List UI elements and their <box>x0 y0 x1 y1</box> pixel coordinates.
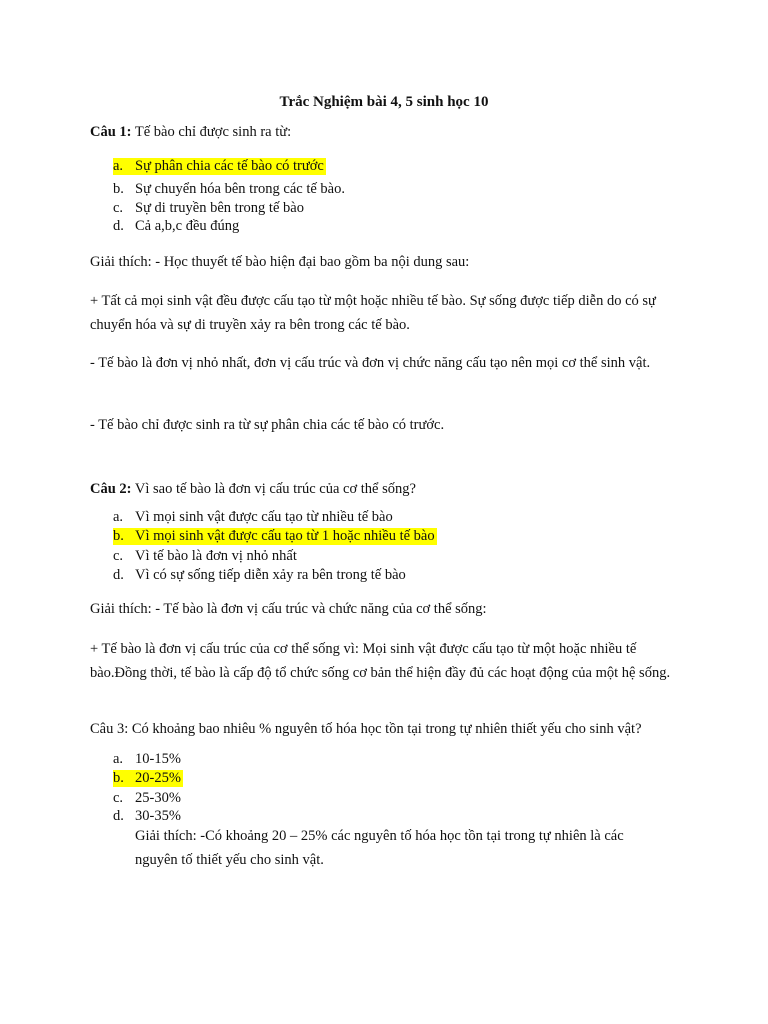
q3-option-c <box>113 790 181 807</box>
q2-explain-intro: Giải thích: - Tế bào là đơn vị cấu trúc và chức năng của cơ thể sống: <box>90 601 487 617</box>
q3-option-a-text: 10-15% <box>135 751 181 767</box>
q2-option-b-letter: b. <box>113 528 124 544</box>
q1-option-b-text: Sự chuyển hóa bên trong các tế bào. <box>135 181 345 197</box>
q1-option-b-letter: b. <box>113 181 124 197</box>
question-3: Câu 3: Có khoảng bao nhiêu % nguyên tố hóa học tồn tại trong tự nhiên thiết yếu cho sinh vật? <box>90 721 642 737</box>
q1-option-b <box>113 181 345 198</box>
question-2-text: Vì sao tế bào là đơn vị cấu trúc của cơ thể sống? <box>131 481 416 497</box>
q3-option-c-letter: c. <box>113 790 124 806</box>
q1-option-a <box>113 158 326 175</box>
q2-option-d-letter: d. <box>113 567 124 583</box>
q1-option-d-letter: d. <box>113 218 124 234</box>
q1-explain-intro: Giải thích: - Học thuyết tế bào hiện đại bao gồm ba nội dung sau: <box>90 254 470 270</box>
q2-option-a-text: Vì mọi sinh vật được cấu tạo từ nhiều tế bào <box>135 509 393 525</box>
q2-option-a <box>113 509 393 526</box>
q1-option-d-text: Cả a,b,c đều đúng <box>135 218 240 234</box>
q2-option-d-text: Vì có sự sống tiếp diễn xảy ra bên trong tế bào <box>135 567 406 583</box>
q1-explain-p1: + Tất cả mọi sinh vật đều được cấu tạo từ một hoặc nhiều tế bào. Sự sống được tiếp diễn do có sự chuyển hóa và sự di truyền xảy ra bên trong các tế bào. <box>90 293 656 333</box>
q3-option-d <box>113 808 181 825</box>
q2-option-b <box>113 528 437 545</box>
q2-option-a-letter: a. <box>113 509 124 525</box>
q1-explain-p3: - Tế bào chỉ được sinh ra từ sự phân chia các tế bào có trước. <box>90 417 445 433</box>
q3-option-d-text: 30-35% <box>135 808 181 824</box>
q2-option-c-letter: c. <box>113 548 124 564</box>
q2-option-c <box>113 548 297 565</box>
q3-option-b-text: 20-25% <box>135 770 181 786</box>
document-title: Trắc Nghiệm bài 4, 5 sinh học 10 <box>279 94 489 110</box>
q3-option-b <box>113 770 183 787</box>
q3-option-b-letter: b. <box>113 770 124 786</box>
question-1-label: Câu 1: <box>90 124 132 140</box>
q3-option-a <box>113 751 181 768</box>
q3-option-c-text: 25-30% <box>135 790 181 806</box>
q2-option-c-text: Vì tế bào là đơn vị nhỏ nhất <box>135 548 297 564</box>
question-1 <box>90 124 291 141</box>
q2-option-d <box>113 567 406 584</box>
question-1-text: Tế bào chỉ được sinh ra từ: <box>131 124 292 140</box>
q3-explain: Giải thích: -Có khoảng 20 – 25% các nguyên tố hóa học tồn tại trong tự nhiên là các nguyên tố thiết yếu cho sinh vật. <box>135 828 624 868</box>
q1-option-a-letter: a. <box>113 158 124 174</box>
q3-option-d-letter: d. <box>113 808 124 824</box>
q1-option-d <box>113 218 239 235</box>
q1-option-a-text: Sự phân chia các tế bào có trước <box>135 158 324 174</box>
question-2 <box>90 481 416 498</box>
q1-option-c <box>113 200 304 217</box>
q1-explain-p2: - Tế bào là đơn vị nhỏ nhất, đơn vị cấu trúc và đơn vị chức năng cấu tạo nên mọi cơ thể sinh vật. <box>90 355 651 371</box>
question-2-label: Câu 2: <box>90 481 132 497</box>
q1-option-c-text: Sự di truyền bên trong tế bào <box>135 200 304 216</box>
q2-option-b-text: Vì mọi sinh vật được cấu tạo từ 1 hoặc nhiều tế bào <box>135 528 435 544</box>
q2-explain-p1: + Tế bào là đơn vị cấu trúc của cơ thể sống vì: Mọi sinh vật được cấu tạo từ một hoặc nhiều tế bào.Đồng thời, tế bào là cấp độ tổ chức sống cơ bản thể hiện đầy đủ các hoạt động của một hệ sống. <box>90 641 671 681</box>
q3-option-a-letter: a. <box>113 751 124 767</box>
q1-option-c-letter: c. <box>113 200 124 216</box>
